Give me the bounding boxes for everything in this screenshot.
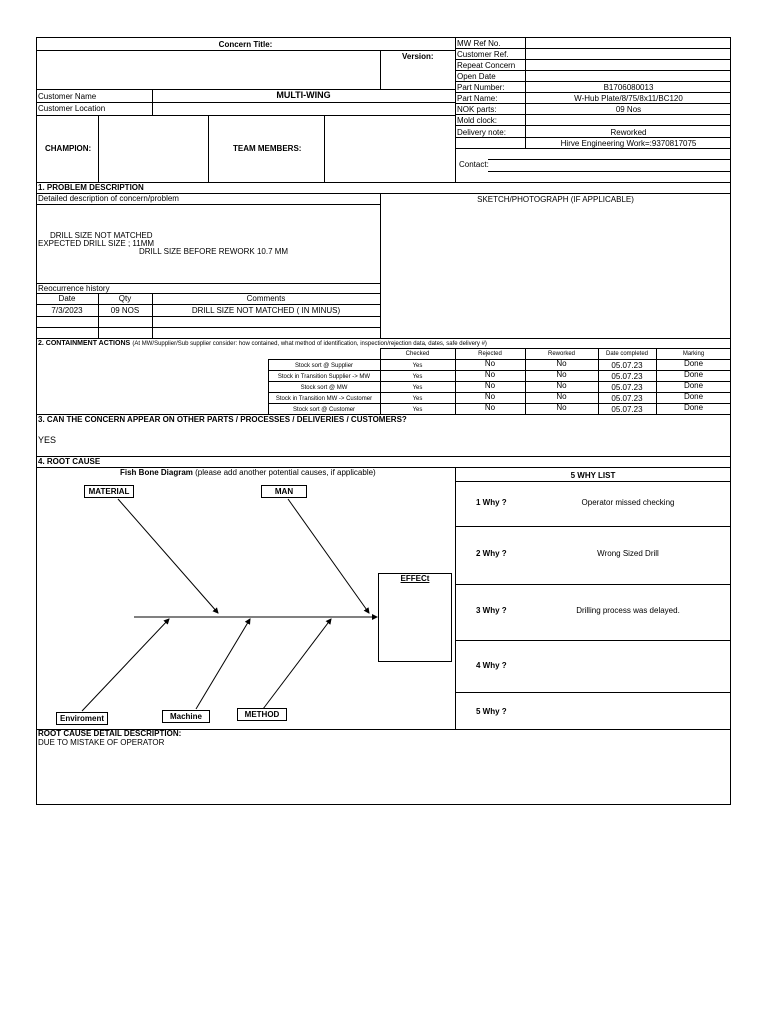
containment-title: 2. CONTAINMENT ACTIONS	[38, 340, 131, 347]
info-label-delivery-note: Delivery note:	[457, 128, 506, 137]
containment-row-rejected: No	[484, 370, 496, 379]
machine-bone	[196, 619, 250, 709]
info-value-part-number: B1706080013	[603, 83, 654, 92]
fishbone-effect: EFFECt	[400, 574, 430, 583]
containment-row-reworked: No	[556, 381, 567, 390]
containment-row-date: 05.07.23	[611, 361, 643, 370]
info-label-mw-ref: MW Ref No.	[457, 39, 501, 48]
containment-row-label: Stock in Transition Supplier -> MW	[277, 374, 371, 380]
recurrence-header-qty: Qty	[118, 294, 132, 303]
version-label: Version:	[402, 52, 434, 61]
info-value-contact: Hirve Engineering Work=:9370817075	[560, 139, 697, 148]
sketch-label: SKETCH/PHOTOGRAPH (IF APPLICABLE)	[477, 195, 634, 204]
containment-row-marking: Done	[683, 392, 704, 401]
why-label: 3 Why ?	[476, 606, 507, 615]
containment-row-checked: Yes	[412, 385, 423, 391]
recurrence-label: Reocurrence history	[38, 284, 110, 293]
root-cause-detail-text: DUE TO MISTAKE OF OPERATOR	[38, 738, 165, 747]
recurrence-header-date: Date	[58, 294, 76, 303]
containment-row-reworked: No	[556, 370, 567, 379]
root-cause-title: 4. ROOT CAUSE	[38, 457, 101, 466]
containment-row-checked: Yes	[412, 374, 423, 380]
info-label-nok-parts: NOK parts:	[457, 105, 497, 114]
containment-header-checked: Checked	[405, 351, 430, 357]
problem-detail-label: Detailed description of concern/problem	[38, 194, 179, 203]
concern-title-label: Concern Title:	[218, 40, 273, 49]
fishbone-title: Fish Bone Diagram	[120, 468, 193, 477]
problem-line-3: DRILL SIZE BEFORE REWORK 10.7 MM	[139, 247, 289, 256]
containment-row-rejected: No	[484, 392, 496, 401]
environment-bone	[82, 619, 169, 711]
why-label: 5 Why ?	[476, 707, 507, 716]
why-label: 1 Why ?	[476, 498, 507, 507]
info-label-repeat-concern: Repeat Concern	[457, 61, 516, 70]
containment-row-rejected: No	[484, 403, 496, 412]
section3-title: 3. CAN THE CONCERN APPEAR ON OTHER PARTS / PROCESSES / DELIVERIES / CUSTOMERS?	[38, 415, 407, 424]
containment-header-rejected: Rejected	[478, 351, 502, 357]
containment-row-marking: Done	[683, 370, 704, 379]
fishbone-note: (please add another potential causes, if applicable)	[195, 468, 376, 477]
info-label-part-name: Part Name:	[457, 94, 498, 103]
containment-row-label: Stock sort @ Supplier	[294, 363, 354, 369]
recurrence-row-qty: 09 NOS	[110, 306, 140, 315]
containment-row-label: Stock sort @ MW	[300, 385, 348, 391]
containment-row-label: Stock sort @ Customer	[292, 407, 356, 413]
containment-row-rejected: No	[484, 359, 496, 368]
root-cause-detail-label: ROOT CAUSE DETAIL DESCRIPTION:	[38, 729, 182, 738]
fishbone-lines	[82, 499, 377, 711]
info-label-customer-ref: Customer Ref.	[457, 50, 509, 59]
fishbone-material: MATERIAL	[84, 485, 134, 498]
info-value-part-name: W-Hub Plate/8/75/8x11/BC120	[574, 94, 683, 103]
problem-line-1: DRILL SIZE NOT MATCHED	[50, 231, 153, 240]
containment-row-date: 05.07.23	[611, 383, 643, 392]
customer-name-label: Customer Name	[38, 92, 97, 101]
containment-row-checked: Yes	[412, 363, 423, 369]
containment-header-marking: Marking	[682, 351, 705, 357]
containment-row-reworked: No	[556, 359, 567, 368]
containment-row-label: Stock in Transition MW -> Customer	[275, 396, 373, 402]
customer-location-label: Customer Location	[38, 104, 106, 113]
section3-answer: YES	[38, 435, 57, 445]
containment-row-reworked: No	[556, 403, 567, 412]
customer-name-value: MULTI-WING	[276, 90, 331, 100]
info-label-mold-clock: Mold clock:	[457, 116, 498, 125]
info-label-contact: Contact:	[459, 160, 489, 169]
info-value-delivery-note: Reworked	[610, 128, 647, 137]
containment-row-date: 05.07.23	[611, 372, 643, 381]
why-answer: Wrong Sized Drill	[597, 549, 659, 558]
containment-row-marking: Done	[683, 381, 704, 390]
fishbone-effect-box	[378, 573, 452, 662]
info-value-nok-parts: 09 Nos	[615, 105, 642, 114]
man-bone	[288, 499, 369, 613]
containment-title-row	[38, 338, 487, 348]
containment-row-date: 05.07.23	[611, 394, 643, 403]
containment-subtitle: (At MW/Supplier/Sub supplier consider: how contained, what method of identification, inspection/rejection data, dates, safe delivery #)	[132, 341, 487, 347]
why-answer: Operator missed checking	[581, 498, 675, 507]
problem-line-2: EXPECTED DRILL SIZE ; 11MM	[38, 239, 155, 248]
problem-section-title: 1. PROBLEM DESCRIPTION	[38, 183, 144, 192]
containment-header-reworked: Reworked	[547, 351, 575, 357]
fishbone-machine: Machine	[162, 710, 210, 723]
why-label: 2 Why ?	[476, 549, 507, 558]
why-answer: Drilling process was delayed.	[576, 606, 680, 615]
team-members-label: TEAM MEMBERS:	[233, 144, 302, 153]
containment-row-date: 05.07.23	[611, 405, 643, 414]
containment-header-date: Date completed	[605, 351, 649, 357]
containment-row-checked: Yes	[412, 396, 423, 402]
recurrence-row-date: 7/3/2023	[51, 306, 83, 315]
containment-row-reworked: No	[556, 392, 567, 401]
containment-row-rejected: No	[484, 381, 496, 390]
method-bone	[263, 619, 331, 709]
recurrence-row-comments: DRILL SIZE NOT MATCHED ( IN MINUS)	[191, 306, 341, 315]
containment-row-marking: Done	[683, 403, 704, 412]
info-label-open-date: Open Date	[457, 72, 496, 81]
containment-row-checked: Yes	[412, 407, 423, 413]
fishbone-man: MAN	[261, 485, 307, 498]
info-label-part-number: Part Number:	[457, 83, 505, 92]
why-label: 4 Why ?	[476, 661, 507, 670]
containment-row-marking: Done	[683, 359, 704, 368]
fishbone-environment: Enviroment	[56, 712, 108, 725]
champion-label: CHAMPION:	[45, 144, 92, 153]
recurrence-header-comments: Comments	[246, 294, 286, 303]
material-bone	[118, 499, 218, 613]
fishbone-method: METHOD	[237, 708, 287, 721]
fishbone-title-row	[120, 468, 376, 478]
why-list-title: 5 WHY LIST	[570, 471, 616, 480]
